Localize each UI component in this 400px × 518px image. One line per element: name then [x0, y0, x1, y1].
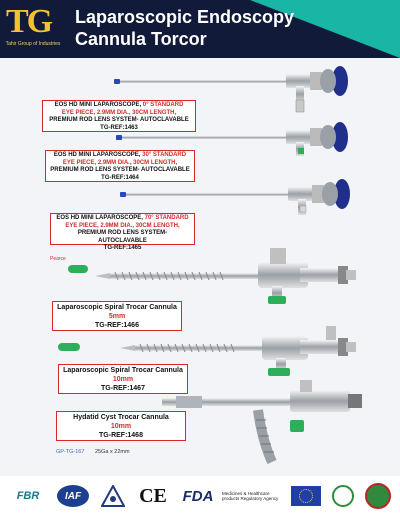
logo-tagline: Tahir Group of Industries	[5, 41, 61, 47]
trocar-0-size: 5mm	[108, 313, 126, 320]
laparoscope-1-line1	[48, 152, 192, 160]
trocar-0-name: Laparoscopic Spiral Trocar Cannula	[57, 304, 177, 311]
ce-text: CE	[139, 484, 167, 507]
laparoscope-2-line2: EYE PIECE, 2.9MM DIA., 30CM LENGTH,	[65, 222, 180, 229]
pearce-note: Pearce	[50, 256, 66, 262]
seal-circle	[332, 485, 354, 507]
fbr-text: FBR	[16, 490, 40, 502]
trocar-1-size: 10mm	[112, 376, 134, 383]
laparoscope-1-line3: PREMIUM ROD LENS SYSTEM- AUTOCLAVABLE	[50, 167, 190, 173]
laparoscope-1-ref: TG-REF:1464	[101, 174, 139, 181]
fda-text: FDA	[182, 487, 214, 505]
trocar-0-label	[52, 301, 182, 331]
emblem-icon	[362, 480, 394, 512]
product-code: GP-TG-167	[56, 449, 85, 455]
trocar-2-size: 10mm	[110, 423, 132, 430]
mhra-logo	[222, 480, 280, 512]
trocar-2-label	[56, 411, 186, 441]
laparoscope-0-line2: EYE PIECE, 2.9MM DIA., 30CM LENGTH,	[61, 109, 177, 116]
trocar-2-image	[162, 380, 362, 462]
fda-logo	[178, 480, 218, 512]
laparoscope-1-label	[45, 150, 195, 182]
title-line-2: Cannula Torcor	[75, 29, 207, 49]
eu-flag-icon	[290, 480, 322, 512]
laparoscope-2-line3: PREMIUM ROD LENS SYSTEM- AUTOCLAVABLE	[77, 230, 168, 244]
iaf-logo	[56, 480, 90, 512]
title-line-1: Laparoscopic Endoscopy	[75, 7, 295, 27]
laparoscope-2-model: EOS HD MINI LAPAROSCOPE,	[56, 215, 145, 221]
laparoscope-0-angle: 0° STANDARD	[142, 102, 184, 108]
trocar-0-ref: TG-REF:1466	[95, 322, 139, 329]
product-dimensions: 25Ga x 22mm	[95, 449, 130, 455]
mhra-text: Medicines & Healthcare products Regulatory Agency	[222, 490, 279, 501]
emblem-circle	[365, 483, 391, 509]
seal-icon	[330, 480, 356, 512]
iaf-badge: IAF	[57, 485, 89, 507]
ce-mark	[136, 480, 170, 512]
triangle-cert-icon	[100, 480, 126, 512]
laparoscope-0-line3: PREMIUM ROD LENS SYSTEM- AUTOCLAVABLE	[49, 117, 189, 123]
laparoscope-2-label	[50, 213, 195, 251]
trocar-1-ref: TG-REF:1467	[101, 385, 145, 392]
trocar-0-image	[68, 248, 356, 304]
laparoscope-2-image	[120, 179, 350, 215]
laparoscope-0-label	[42, 100, 196, 132]
laparoscope-2-line1	[53, 215, 192, 223]
trocar-1-name: Laparoscopic Spiral Trocar Cannula	[63, 367, 183, 374]
fbr-logo	[8, 480, 48, 512]
laparoscope-1-angle: 30° STANDARD	[142, 152, 187, 158]
trocar-2-ref: TG-REF:1468	[99, 432, 143, 439]
eu-flag	[291, 486, 321, 506]
trocar-2-name: Hydatid Cyst Trocar Cannula	[73, 414, 169, 421]
laparoscope-2-ref: TG-REF:1465	[103, 245, 142, 251]
logo-text: TG	[6, 3, 52, 40]
laparoscope-0-line1	[45, 102, 193, 110]
laparoscope-2-angle: 70° STANDARD	[144, 215, 189, 221]
laparoscope-1-line2: EYE PIECE, 2.9MM DIA., 30CM LENGTH,	[62, 159, 178, 166]
laparoscope-0-ref: TG-REF:1463	[100, 124, 138, 131]
laparoscope-0-model: EOS HD MINI LAPAROSCOPE,	[54, 102, 143, 108]
laparoscope-1-model: EOS HD MINI LAPAROSCOPE,	[53, 152, 143, 158]
trocar-1-label	[58, 364, 188, 394]
